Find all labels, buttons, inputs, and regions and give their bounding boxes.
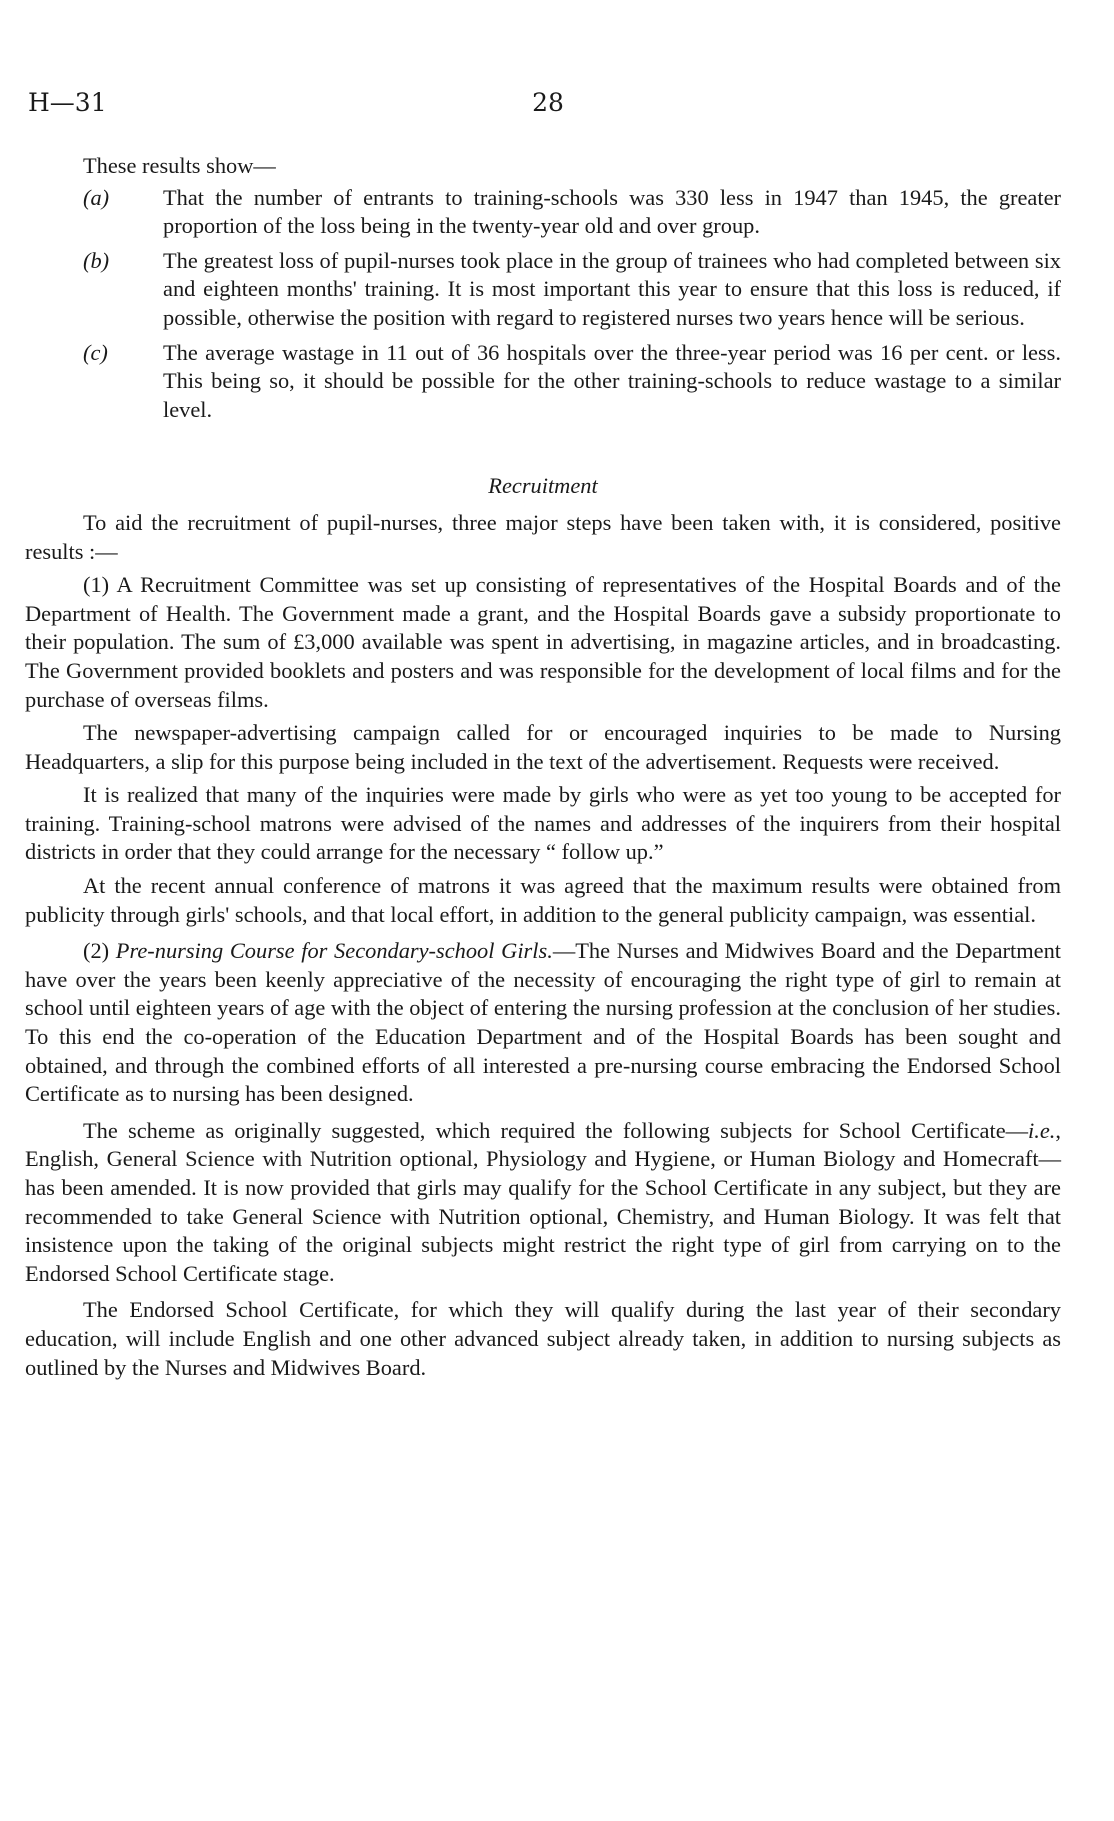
- result-item-b: [25, 247, 1061, 333]
- results-intro: These results show—: [83, 153, 276, 178]
- list-marker: (c): [83, 339, 108, 365]
- section-heading: Recruitment: [488, 473, 598, 499]
- paragraph: It is realized that many of the inquiries were made by girls who were as yet too young to be accepted for training. Training-school matrons were advised of the names and addresses of the inquirers from their hospital districts in order that they could arrange for the necessary “ follow up.”: [25, 782, 1061, 865]
- list-item-text: The greatest loss of pupil-nurses took place in the group of trainees who had completed between six and eighteen months' training. It is most important this year to ensure that this loss is reduced, if possible, otherwise the position with regard to registered nurses two years hence will be serious.: [163, 247, 1061, 330]
- paragraph: To aid the recruitment of pupil-nurses, three major steps have been taken with, it is considered, positive results :—: [25, 509, 1061, 564]
- paragraph: [25, 1117, 1061, 1289]
- paragraph-text: The scheme as originally suggested, which required the following subjects for School Certificate—: [83, 1117, 1029, 1143]
- paragraph: At the recent annual conference of matrons it was agreed that the maximum results were obtained from publicity through girls' schools, and that local effort, in addition to the general publicity campaign, was essential.: [25, 873, 1061, 927]
- list-marker: (b): [83, 247, 110, 273]
- paragraph: The newspaper-advertising campaign called for or encouraged inquiries to be made to Nursing Headquarters, a slip for this purpose being included in the text of the advertisement. Requests were received.: [25, 720, 1061, 774]
- page-number: 28: [532, 88, 564, 117]
- document-reference: H—31: [28, 88, 107, 117]
- result-item-a: [25, 184, 1061, 241]
- page-body: [25, 152, 1061, 1390]
- paragraph-prefix: (2): [83, 938, 116, 964]
- paragraph: (1) A Recruitment Committee was set up consisting of representatives of the Hospital Boards and of the Department of Health. The Government made a grant, and the Hospital Boards gave a subsidy proportionate to their population. The sum of £3,000 available was spent in advertising, in magazine articles, and in broadcasting. The Government provided booklets and posters and was responsible for the development of local films and for the purchase of overseas films.: [25, 572, 1061, 712]
- list-marker: (a): [83, 184, 110, 210]
- result-item-c: [25, 339, 1061, 425]
- list-item-text: That the number of entrants to training-schools was 330 less in 1947 than 1945, the greater proportion of the loss being in the twenty-year old and over group.: [163, 184, 1061, 239]
- paragraph-italic-heading: Pre-nursing Course for Secondary-school Girls.: [115, 938, 553, 964]
- paragraph-text: , English, General Science with Nutrition optional, Physiology and Hygiene, or Human Biology and Homecraft—has been amended. It is now provided that girls may qualify for the School Certificate in any subject, but they are recommended to take General Science with Nutrition optional, Chemistry, and Human Biology. It was felt that insistence upon the taking of the original subjects might restrict the right type of girl from carrying on to the Endorsed School Certificate stage.: [25, 1117, 1061, 1286]
- paragraph: The Endorsed School Certificate, for which they will qualify during the last year of their secondary education, will include English and one other advanced subject already taken, in addition to nursing subjects as outlined by the Nurses and Midwives Board.: [25, 1297, 1061, 1380]
- paragraph-text: —The Nurses and Midwives Board and the Department have over the years been keenly appreciative of the necessity of encouraging the right type of girl to remain at school until eighteen years of age with the object of entering the nursing profession at the conclusion of her studies. To this end the co-operation of the Education Department and of the Hospital Boards has been sought and obtained, and through the combined efforts of all interested a pre-nursing course embracing the Endorsed School Certificate as to nursing has been designed.: [25, 938, 1061, 1107]
- page-header: [28, 88, 1068, 124]
- paragraph-italic-abbrev: i.e.: [1028, 1117, 1056, 1143]
- paragraph: [25, 937, 1061, 1109]
- list-item-text: The average wastage in 11 out of 36 hospitals over the three-year period was 16 per cent. or less. This being so, it should be possible for the other training-schools to reduce wastage to a similar level.: [163, 339, 1061, 422]
